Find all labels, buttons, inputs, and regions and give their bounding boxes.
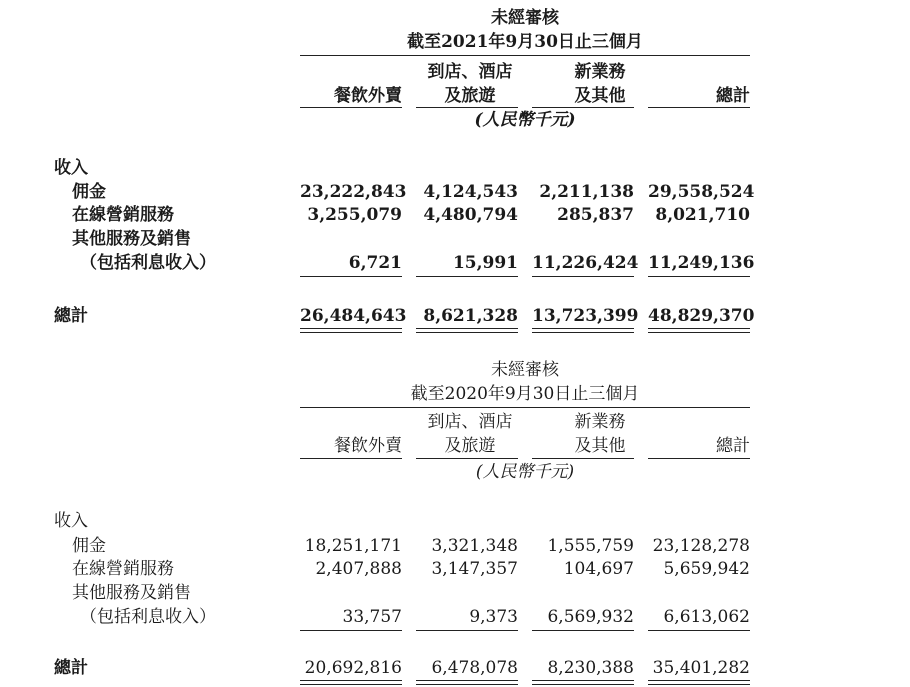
total-double-rule bbox=[300, 328, 402, 333]
cell: 23,222,843 bbox=[300, 182, 407, 202]
col-header-instore-line1: 到店、酒店 bbox=[427, 62, 513, 82]
col-header-total: 總計 bbox=[716, 436, 750, 456]
subtotal-rule bbox=[648, 276, 750, 277]
col-rule bbox=[416, 107, 518, 108]
subtotal-rule bbox=[648, 630, 750, 631]
total-cell: 48,829,370 bbox=[648, 306, 755, 326]
section-label-revenue: 收入 bbox=[54, 511, 88, 531]
total-double-rule bbox=[648, 680, 750, 685]
subtotal-rule bbox=[532, 276, 634, 277]
row-label-commission: 佣金 bbox=[72, 536, 106, 556]
cell: 3,255,079 bbox=[307, 205, 402, 225]
subtotal-rule bbox=[300, 630, 402, 631]
total-label: 總計 bbox=[54, 306, 88, 326]
total-cell: 8,230,388 bbox=[547, 658, 634, 678]
total-cell: 8,621,328 bbox=[423, 306, 518, 326]
col-rule bbox=[532, 458, 634, 459]
row-label-other-services: 其他服務及銷售 bbox=[72, 583, 191, 603]
col-header-newbiz-line1: 新業務 bbox=[574, 62, 626, 82]
col-rule bbox=[416, 458, 518, 459]
row-label-other-services: 其他服務及銷售 bbox=[72, 229, 191, 249]
total-cell: 6,478,078 bbox=[431, 658, 518, 678]
section-label-revenue: 收入 bbox=[54, 158, 88, 178]
row-label-online-marketing: 在線營銷服務 bbox=[72, 559, 174, 579]
col-header-food-delivery: 餐飲外賣 bbox=[334, 436, 402, 456]
cell: 5,659,942 bbox=[663, 559, 750, 579]
cell: 104,697 bbox=[563, 559, 634, 579]
cell: 29,558,524 bbox=[648, 182, 755, 202]
col-rule bbox=[300, 107, 402, 108]
total-cell: 26,484,643 bbox=[300, 306, 407, 326]
col-header-instore-line2: 及旅遊 bbox=[444, 86, 496, 106]
cell: 1,555,759 bbox=[547, 536, 634, 556]
cell: 4,124,543 bbox=[423, 182, 518, 202]
table-header-period: 截至2021年9月30日止三個月 bbox=[407, 32, 643, 52]
cell: 3,321,348 bbox=[431, 536, 518, 556]
cell: 33,757 bbox=[342, 607, 402, 627]
col-header-total: 總計 bbox=[716, 86, 750, 106]
col-header-food-delivery: 餐飲外賣 bbox=[334, 86, 402, 106]
unit-label: (人民幣千元) bbox=[475, 462, 575, 482]
col-rule bbox=[532, 107, 634, 108]
table-header-audit: 未經審核 bbox=[491, 360, 559, 380]
cell: 9,373 bbox=[469, 607, 518, 627]
cell: 11,249,136 bbox=[648, 253, 755, 273]
cell: 23,128,278 bbox=[652, 536, 750, 556]
table-header-audit: 未經審核 bbox=[491, 8, 559, 28]
total-double-rule bbox=[648, 328, 750, 333]
col-header-instore-line1: 到店、酒店 bbox=[427, 412, 513, 432]
subtotal-rule bbox=[416, 630, 518, 631]
subtotal-rule bbox=[416, 276, 518, 277]
cell: 18,251,171 bbox=[304, 536, 402, 556]
total-label: 總計 bbox=[54, 658, 88, 678]
cell: 2,211,138 bbox=[539, 182, 634, 202]
total-cell: 20,692,816 bbox=[304, 658, 402, 678]
col-header-instore-line2: 及旅遊 bbox=[444, 436, 496, 456]
subtotal-rule bbox=[532, 630, 634, 631]
total-cell: 35,401,282 bbox=[652, 658, 750, 678]
cell: 285,837 bbox=[557, 205, 634, 225]
cell: 11,226,424 bbox=[532, 253, 639, 273]
table-header-period: 截至2020年9月30日止三個月 bbox=[410, 384, 640, 404]
cell: 2,407,888 bbox=[315, 559, 402, 579]
total-double-rule bbox=[416, 328, 518, 333]
unit-label: (人民幣千元) bbox=[474, 110, 576, 130]
total-cell: 13,723,399 bbox=[532, 306, 639, 326]
cell: 6,569,932 bbox=[547, 607, 634, 627]
col-header-newbiz-line1: 新業務 bbox=[574, 412, 626, 432]
total-double-rule bbox=[532, 328, 634, 333]
col-rule bbox=[648, 107, 750, 108]
col-header-newbiz-line2: 及其他 bbox=[574, 436, 626, 456]
cell: 6,721 bbox=[348, 253, 402, 273]
col-header-newbiz-line2: 及其他 bbox=[574, 86, 626, 106]
row-label-other-services-note: （包括利息收入） bbox=[80, 253, 216, 273]
total-double-rule bbox=[300, 680, 402, 685]
col-rule bbox=[648, 458, 750, 459]
total-double-rule bbox=[416, 680, 518, 685]
cell: 4,480,794 bbox=[423, 205, 518, 225]
cell: 6,613,062 bbox=[663, 607, 750, 627]
cell: 8,021,710 bbox=[655, 205, 750, 225]
header-rule bbox=[300, 55, 750, 56]
header-rule bbox=[300, 407, 750, 408]
subtotal-rule bbox=[300, 276, 402, 277]
cell: 15,991 bbox=[452, 253, 518, 273]
cell: 3,147,357 bbox=[431, 559, 518, 579]
row-label-online-marketing: 在線營銷服務 bbox=[72, 205, 174, 225]
col-rule bbox=[300, 458, 402, 459]
row-label-other-services-note: （包括利息收入） bbox=[80, 607, 216, 627]
row-label-commission: 佣金 bbox=[72, 182, 106, 202]
total-double-rule bbox=[532, 680, 634, 685]
